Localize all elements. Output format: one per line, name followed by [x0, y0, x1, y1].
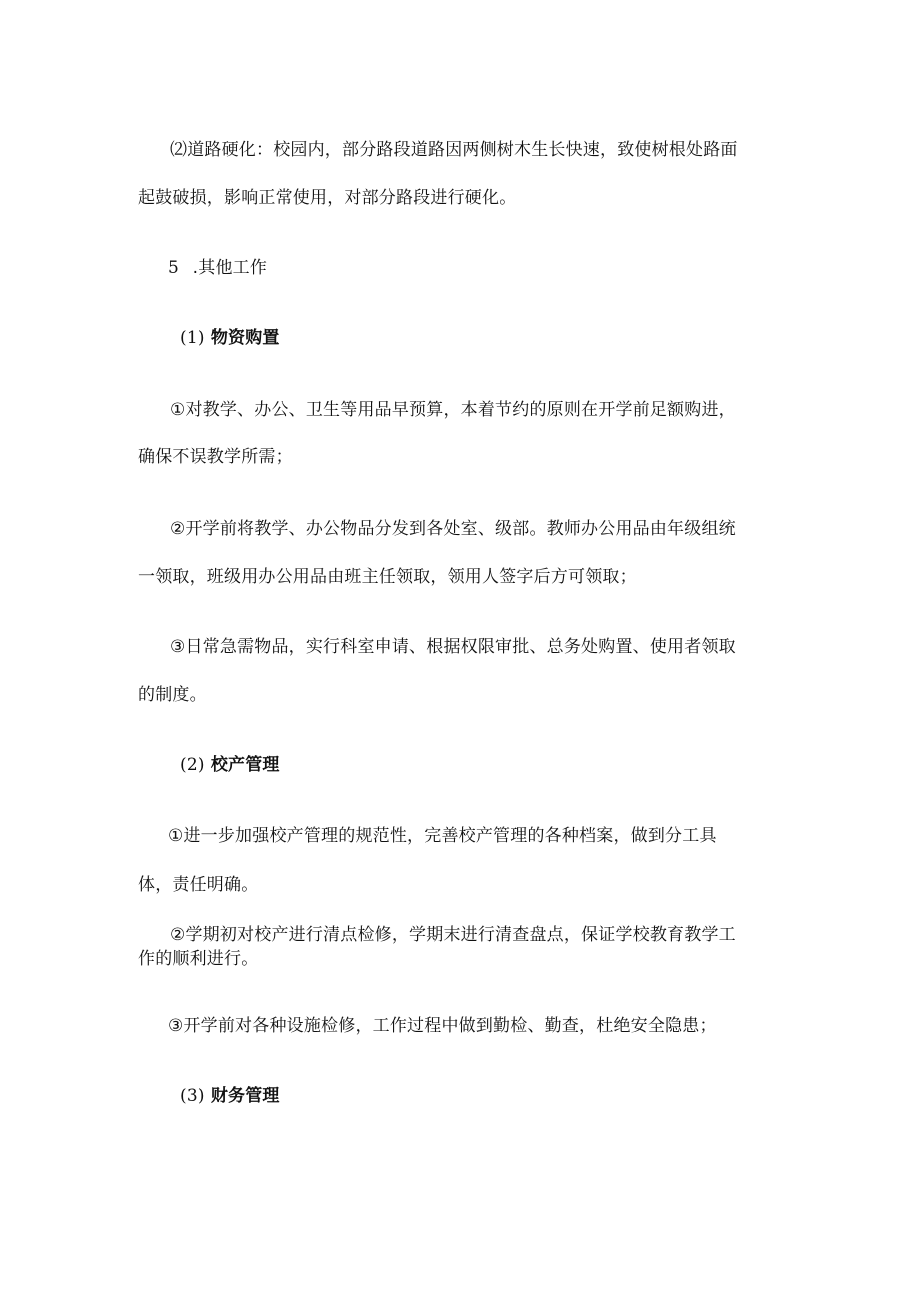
subsection-1-number: (1): [180, 328, 205, 348]
subsection-3-title: 财务管理: [210, 1086, 280, 1106]
subsection-3-number: (3): [180, 1086, 205, 1106]
subsection-1-item-3-line-2: 的制度。: [138, 685, 207, 705]
paragraph-road-hardening-line-1: ⑵道路硬化：校园内，部分路段道路因两侧树木生长快速，致使树根处路面: [170, 140, 738, 160]
paragraph-road-hardening-line-2: 起鼓破损，影响正常使用，对部分路段进行硬化。: [138, 188, 517, 208]
subsection-2-number: (2): [180, 755, 205, 775]
subsection-2-item-2-line-2: 作的顺利进行。: [138, 949, 259, 969]
section-5-number: 5: [168, 258, 180, 278]
subsection-2-item-1-line-2: 体，责任明确。: [138, 875, 259, 895]
subsection-2-item-2-line-1: ②学期初对校产进行清点检修，学期末进行清查盘点，保证学校教育教学工: [170, 925, 736, 945]
subsection-1-item-1-line-1: ①对教学、办公、卫生等用品早预算，本着节约的原则在开学前足额购进，: [170, 400, 736, 420]
subsection-2-item-1-line-1: ①进一步加强校产管理的规范性，完善校产管理的各种档案，做到分工具: [168, 826, 717, 846]
section-5-heading: [168, 257, 267, 279]
subsection-1-item-1-line-2: 确保不误教学所需；: [138, 447, 293, 467]
subsection-3-heading: [180, 1085, 280, 1107]
subsection-2-heading: [180, 754, 280, 776]
subsection-2-title: 校产管理: [210, 755, 280, 775]
subsection-1-item-3-line-1: ③日常急需物品，实行科室申请、根据权限审批、总务处购置、使用者领取: [170, 637, 736, 657]
subsection-1-heading: [180, 327, 280, 349]
subsection-1-item-2-line-1: ②开学前将教学、办公物品分发到各处室、级部。教师办公用品由年级组统: [170, 519, 736, 539]
section-5-title: .其他工作: [192, 258, 268, 278]
subsection-1-title: 物资购置: [210, 328, 280, 348]
subsection-2-item-3-line-1: ③开学前对各种设施检修，工作过程中做到勤检、勤查，杜绝安全隐患；: [168, 1016, 717, 1036]
subsection-1-item-2-line-2: 一领取，班级用办公用品由班主任领取，领用人签字后方可领取；: [138, 567, 637, 587]
